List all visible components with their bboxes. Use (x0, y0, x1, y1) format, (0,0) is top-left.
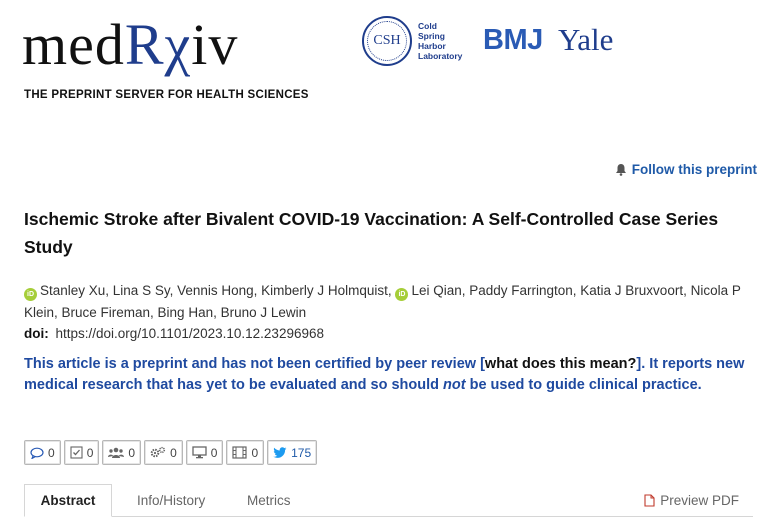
logo-chi: χ (164, 12, 192, 77)
automated-badge[interactable] (144, 440, 183, 465)
twitter-count: 175 (291, 445, 312, 460)
tab-info-history[interactable]: Info/History (137, 493, 206, 508)
tab-abstract[interactable]: Abstract (24, 484, 112, 517)
video-count: 0 (251, 445, 259, 460)
preprint-notice (24, 354, 764, 396)
group-icon (108, 447, 124, 459)
medrxiv-logo[interactable] (22, 14, 238, 76)
preview-pdf-label: Preview PDF (660, 493, 739, 508)
follow-label: Follow this preprint (631, 162, 757, 177)
csh-line-1: Cold (418, 21, 437, 31)
csh-name (418, 21, 462, 61)
doi-line (24, 326, 324, 341)
csh-logo[interactable] (362, 16, 462, 66)
article-title: Ischemic Stroke after Bivalent COVID-19 Vaccination: A Self-Controlled Case Series Study (24, 209, 719, 257)
media-badge[interactable] (186, 440, 224, 465)
doi-value[interactable]: https://doi.org/10.1101/2023.10.12.23296968 (55, 326, 324, 341)
csh-line-2: Spring (418, 31, 445, 41)
csh-seal-icon (362, 16, 412, 66)
authors-part-2: Lei Qian, Paddy Farrington, Katia J Bruxvoort, Nicola P Klein, Bruce Fireman, Bing Han, Bruno J Lewin (24, 283, 741, 320)
community-badge[interactable] (102, 440, 141, 465)
bmj-logo[interactable]: BMJ (483, 24, 543, 56)
preview-pdf-link[interactable] (644, 484, 739, 517)
twitter-badge[interactable] (267, 440, 317, 465)
twitter-icon (273, 447, 287, 459)
bell-icon (615, 163, 627, 176)
checkbox-icon (70, 446, 83, 459)
reviews-count: 0 (86, 445, 94, 460)
video-badge[interactable] (226, 440, 264, 465)
orcid-icon[interactable]: iD (395, 288, 408, 301)
automated-count: 0 (170, 445, 177, 460)
notice-part-2: ]. It reports new medical research that has yet to be evaluated and so should (24, 356, 745, 393)
authors-part-1: Stanley Xu, Lina S Sy, Vennis Hong, Kimberly J Holmquist, (40, 283, 392, 298)
comments-badge[interactable] (24, 440, 61, 465)
pdf-file-icon (644, 494, 655, 507)
doi-label: doi: (24, 326, 49, 341)
notice-part-1: This article is a preprint and has not been certified by peer review [ (24, 356, 485, 372)
community-count: 0 (128, 445, 136, 460)
what-does-this-mean-link[interactable]: what does this mean? (484, 356, 637, 372)
author-list (24, 280, 764, 324)
comment-icon (30, 447, 44, 459)
comments-count: 0 (48, 445, 55, 460)
notice-emphasis: not (443, 377, 466, 393)
tab-metrics[interactable]: Metrics (247, 493, 291, 508)
csh-line-3: Harbor (418, 41, 446, 51)
film-icon (232, 446, 247, 459)
csh-line-4: Laboratory (418, 51, 463, 61)
logo-suffix: iv (191, 12, 239, 77)
site-tagline: THE PREPRINT SERVER FOR HEALTH SCIENCES (24, 89, 309, 101)
csh-seal-text: CSH (373, 33, 401, 48)
notice-part-3: be used to guide clinical practice. (465, 377, 702, 393)
media-count: 0 (210, 445, 218, 460)
altmetric-bar (24, 440, 317, 465)
orcid-icon[interactable]: iD (24, 288, 37, 301)
follow-preprint-link[interactable] (615, 162, 757, 177)
logo-r: R (124, 12, 165, 77)
gears-icon (150, 446, 166, 459)
reviews-badge[interactable] (64, 440, 100, 465)
monitor-icon (192, 446, 207, 459)
yale-logo[interactable]: Yale (558, 22, 614, 57)
logo-prefix: med (22, 12, 125, 77)
